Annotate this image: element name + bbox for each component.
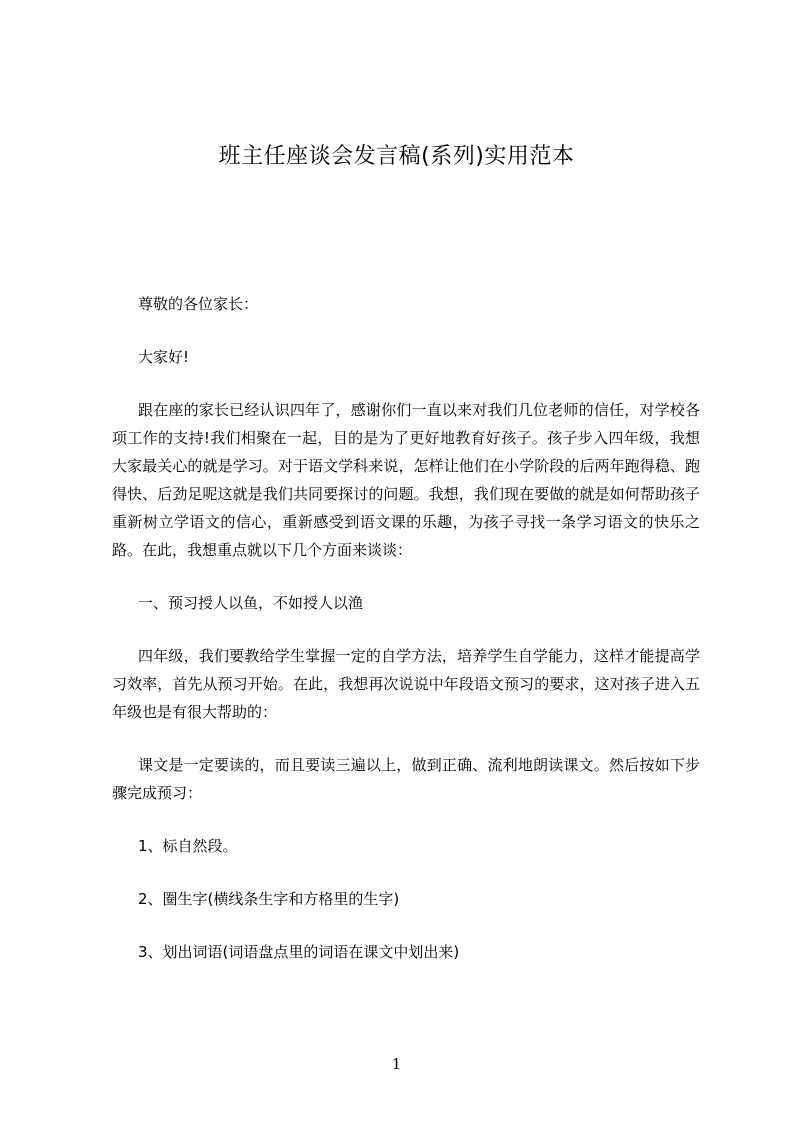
- body-paragraph: 四年级，我们要教给学生掌握一定的自学方法，培养学生自学能力，这样才能提高学习效率，首先从预习开始。在此，我想再次说说中年段语文预习的要求，这对孩子进入五年级也是有很大帮助的：: [112, 647, 700, 721]
- document-body: [112, 290, 700, 991]
- list-item: 3、划出词语(词语盘点里的词语在课文中划出来): [138, 943, 460, 961]
- greeting: 大家好!: [138, 348, 190, 366]
- document-title: 班主任座谈会发言稿(系列)实用范本: [218, 144, 575, 169]
- page-number: 1: [391, 1055, 402, 1073]
- list-item: 1、标自然段。: [138, 837, 238, 855]
- section-heading: 一、预习授人以鱼，不如授人以渔: [138, 594, 364, 612]
- body-paragraph: 跟在座的家长已经认识四年了，感谢你们一直以来对我们几位老师的信任，对学校各项工作的支持!我们相聚在一起，目的是为了更好地教育好孩子。孩子步入四年级，我想大家最关心的就是学习。对于语文学科来说，怎样让他们在小学阶段的后两年跑得稳、跑得快、后劲足呢这就是我们共同要探讨的问题。我想，我们现在要做的就是如何帮助孩子重新树立学语文的信心，重新感受到语文课的乐趣，为孩子寻找一条学习语文的快乐之路。在此，我想重点就以下几个方面来谈谈：: [112, 401, 700, 559]
- body-paragraph: 课文是一定要读的，而且要读三遍以上，做到正确、流利地朗读课文。然后按如下步骤完成预习：: [112, 756, 700, 802]
- salutation: 尊敬的各位家长：: [138, 295, 259, 313]
- list-item: 2、圈生字(横线条生字和方格里的生字): [138, 890, 400, 908]
